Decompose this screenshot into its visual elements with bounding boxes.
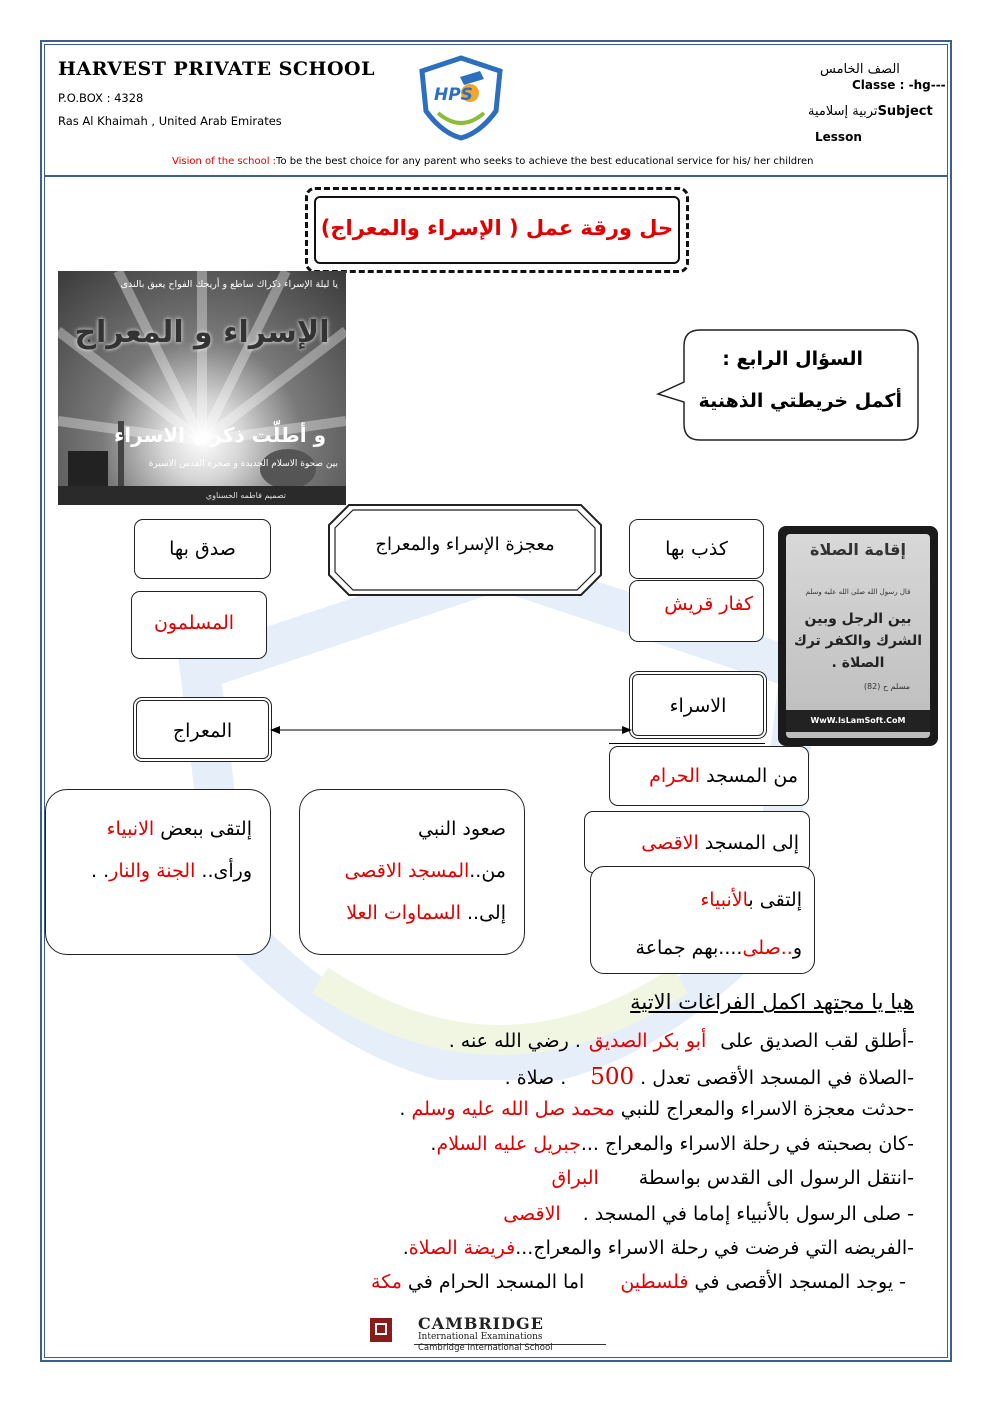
isra-met-label: إلتقى ب <box>748 889 802 911</box>
fill-blanks-heading: هيا يا مجتهد اكمل الفراغات الاتية <box>630 990 914 1014</box>
fill-line-5 <box>551 1167 914 1189</box>
vision-label: Vision of the school : <box>172 156 277 167</box>
vision-text: To be the best choice for any parent who seeks to achieve the best educational service for his/ her children <box>276 156 814 167</box>
center-topic: معجزة الإسراء والمعراج <box>375 534 555 555</box>
denied-box <box>629 519 764 579</box>
fill-answer-6: الاقصى <box>503 1203 561 1225</box>
fill-after-7: . <box>402 1237 409 1259</box>
poster-top-text: يا ليلة الإسراء ذكراك ساطع و أريجك الفواح يعبق بالندى <box>120 279 338 290</box>
fill-after-4: . <box>430 1133 437 1155</box>
fill-answer-8: فلسطين <box>620 1271 689 1293</box>
isra-met-box <box>590 866 815 974</box>
fill-answer-2: 500 <box>590 1064 635 1090</box>
miraj-details-box <box>45 789 271 955</box>
isra-from-box <box>609 746 809 806</box>
fill-line-2 <box>505 1064 914 1090</box>
poster-caption: بين صحوة الاسلام الجديدة و صخرة القدس الاسيرة <box>148 459 338 469</box>
isra-met <box>700 889 802 911</box>
isra-prayed-prefix: و <box>792 937 802 959</box>
fill-answer-8b: مكة <box>371 1271 402 1293</box>
fill-line-6 <box>503 1203 914 1225</box>
isra-to-label: إلى المسجد <box>698 832 799 854</box>
cambridge-name: CAMBRIDGE <box>418 1314 544 1333</box>
ascent-to <box>346 902 506 924</box>
miraj-saw-label: ورأى.. <box>195 860 252 882</box>
grade-label: الصف الخامس <box>820 62 900 77</box>
subject-row <box>808 104 933 119</box>
fill-text-4: -كان بصحبته في رحلة الاسراء والمعراج ... <box>580 1133 914 1155</box>
miraj-saw <box>91 860 252 882</box>
question-line1: السؤال الرابع : <box>722 348 863 370</box>
denied-answer-box <box>629 580 764 642</box>
page-title: حل ورقة عمل ( الإسراء والمعراج) <box>320 216 674 240</box>
ascent-to-label: إلى.. <box>460 902 506 924</box>
fill-text-2: -الصلاة في المسجد الأقصى تعدل . <box>640 1067 914 1089</box>
miraj-label: المعراج <box>172 720 233 742</box>
miraj-saw-answer: الجنة والنار <box>109 860 196 882</box>
fill-mid-8: اما المسجد الحرام في <box>401 1271 585 1293</box>
fill-line-7 <box>403 1237 914 1259</box>
fill-answer-7: فريضة الصلاة <box>408 1237 516 1259</box>
ascent-from-answer: المسجد الاقصى <box>344 860 470 882</box>
isra-prayed-suffix: ....بهم جماعة <box>635 937 743 959</box>
fill-line-3 <box>399 1098 914 1120</box>
speech-bubble-icon <box>652 322 924 446</box>
believed-label: صدق بها <box>169 538 236 560</box>
lesson-label: Lesson <box>815 130 862 144</box>
fill-answer-1: أبو بكر الصديق <box>588 1030 707 1052</box>
poster-designer: تصميم فاطمه الحسناوي <box>205 491 286 500</box>
fill-text-7: -الفريضه التي فرضت في رحلة الاسراء والمعراج... <box>515 1237 914 1259</box>
subject-label: Subject <box>877 104 933 119</box>
isra-from-answer: الحرام <box>649 765 701 787</box>
isra-from <box>649 765 798 787</box>
header-divider <box>44 175 948 177</box>
ascent-from <box>344 860 506 882</box>
fill-text-5: -انتقل الرسول الى القدس بواسطة <box>638 1167 914 1189</box>
miraj-met-answer: الانبياء <box>106 818 155 840</box>
fill-answer-3: محمد صل الله عليه وسلم <box>411 1098 615 1120</box>
denied-answer: كفار قريش <box>664 593 753 615</box>
fill-text-8: - يوجد المسجد الأقصى في <box>688 1271 906 1293</box>
title-box <box>305 187 689 273</box>
fill-after-2: . صلاة . <box>504 1067 567 1089</box>
vision-statement <box>172 156 814 167</box>
fill-after-1: . رضي الله عنه . <box>448 1030 581 1052</box>
classe-label: Classe : -hg--- <box>852 78 946 92</box>
po-box: P.O.BOX : 4328 <box>58 91 144 105</box>
fill-answer-4: جبريل عليه السلام <box>436 1133 581 1155</box>
fill-text-3: -حدثت معجزة الاسراء والمعراج للنبي <box>614 1098 914 1120</box>
fill-after-3: . <box>399 1098 412 1120</box>
fill-line-8 <box>371 1271 906 1293</box>
rays-icon <box>58 271 346 505</box>
prayer-card-site: WwW.IsLamSoft.CoM <box>786 710 930 732</box>
ascent-to-answer: السماوات العلا <box>346 902 461 924</box>
fill-text-1: -أطلق لقب الصديق على <box>714 1030 914 1052</box>
prayer-card <box>778 526 938 746</box>
poster-big-title: الإسراء و المعراج <box>74 315 330 350</box>
cambridge-cie: International Examinations <box>418 1332 543 1342</box>
isra-miraj-poster <box>58 271 346 505</box>
isra-box <box>629 671 767 739</box>
ascent-title: صعود النبي <box>418 818 506 840</box>
miraj-box <box>133 697 272 762</box>
miraj-met-label: إلتقى ببعض <box>154 818 252 840</box>
prayer-card-intro: قال رسول الله صلى الله عليه وسلم <box>805 588 911 596</box>
isra-to-box <box>584 811 810 873</box>
subject-ar: تربية إسلامية <box>808 104 878 119</box>
isra-met-answer: الأنبياء <box>700 889 749 911</box>
address: Ras Al Khaimah , United Arab Emirates <box>58 114 282 128</box>
ascent-box <box>299 789 525 955</box>
isra-prayed <box>636 937 802 959</box>
fill-line-4 <box>430 1133 914 1155</box>
prayer-card-source: مسلم ح (82) <box>863 682 910 691</box>
isra-from-label: من المسجد <box>700 765 798 787</box>
miraj-met <box>107 818 252 840</box>
fill-text-6: - صلى الرسول بالأنبياء إماما في المسجد . <box>582 1203 914 1225</box>
fill-line-1 <box>449 1030 914 1052</box>
logo-text: HPS <box>434 85 473 105</box>
isra-underline <box>609 743 765 744</box>
isra-label: الاسراء <box>669 695 727 717</box>
isra-to-answer: الاقصى <box>641 832 699 854</box>
school-logo <box>418 55 504 141</box>
ascent-from-label: من.. <box>469 860 506 882</box>
double-arrow-icon <box>270 720 632 740</box>
question-line2: أكمل خريطتي الذهنية <box>698 390 902 412</box>
school-name: HARVEST PRIVATE SCHOOL <box>58 58 375 80</box>
believed-box <box>134 519 271 579</box>
miraj-saw-suffix: . . <box>91 860 110 882</box>
believed-answer-box <box>131 591 267 659</box>
isra-prayed-answer: ..صلى <box>742 937 793 959</box>
poster-sub-title: و أطلّت ذكرى الاسراء <box>114 423 326 447</box>
denied-label: كذب بها <box>665 538 728 560</box>
cambridge-school: Cambridge International School <box>418 1343 553 1353</box>
fill-answer-5: البراق <box>551 1167 599 1189</box>
isra-to <box>641 832 799 854</box>
prayer-card-title: إقامة الصلاة <box>810 540 906 559</box>
cambridge-crest-icon <box>370 1318 392 1342</box>
prayer-card-hadith: بين الرجل وبين الشرك والكفر ترك الصلاة . <box>793 611 923 671</box>
believed-answer: المسلمون <box>153 612 235 634</box>
